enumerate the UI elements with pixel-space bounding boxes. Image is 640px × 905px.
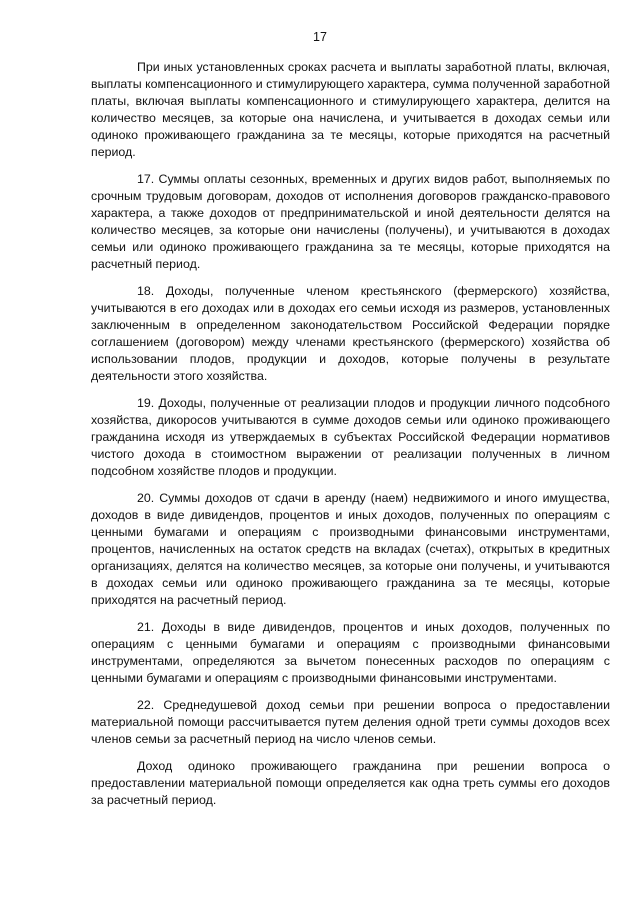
document-body xyxy=(91,59,610,819)
paragraph-18: 18. Доходы, полученные членом крестьянского (фермерского) хозяйства, учитываются в его доходах или в доходах его семьи исходя из размеров, установленных заключенным в определенном законодательством Российской Федерации порядке соглашением (договором) между членами крестьянского (фермерского) хозяйства об использовании плодов, продукции и доходов, которые получены в результате деятельности этого хозяйства. xyxy=(91,284,610,383)
paragraph-17: 17. Суммы оплаты сезонных, временных и других видов работ, выполняемых по срочным трудовым договорам, доходов от исполнения договоров гражданско-правового характера, а также доходов от предпринимательской и иной деятельности делятся на количество месяцев, за которые они начислены (получены), и учитываются в доходах семьи или одиноко проживающего гражданина за те месяцы, которые приходятся на расчетный период. xyxy=(91,172,610,271)
paragraph-21: 21. Доходы в виде дивидендов, процентов и иных доходов, полученных по операциям с ценными бумагами и операциям с производными финансовыми инструментами, определяются за вычетом понесенных расходов по операциям с ценными бумагами и операциям с производными финансовыми инструментами. xyxy=(91,620,610,685)
paragraph-single-citizen-income: Доход одиноко проживающего гражданина при решении вопроса о предоставлении материальной помощи определяется как одна треть суммы его доходов за расчетный период. xyxy=(91,759,610,807)
paragraph-20: 20. Суммы доходов от сдачи в аренду (наем) недвижимого и иного имущества, доходов в виде дивидендов, процентов и иных доходов, полученных по операциям с ценными бумагами и операциям с производными финансовыми инструментами, процентов, начисленных на остаток средств на вкладах (счетах), открытых в кредитных организациях, делятся на количество месяцев, за которые они получены, и учитываются в доходах семьи или одиноко проживающего гражданина за те месяцы, которые приходятся на расчетный период. xyxy=(91,491,610,607)
paragraph-22: 22. Среднедушевой доход семьи при решении вопроса о предоставлении материальной помощи рассчитывается путем деления одной трети суммы доходов всех членов семьи за расчетный период на число членов семьи. xyxy=(91,698,610,746)
paragraph-wage-other-terms: При иных установленных сроках расчета и выплаты заработной платы, включая, выплаты компенсационного и стимулирующего характера, сумма полученной заработной платы, включая выплаты компенсационного и стимулирующего характера, делится на количество месяцев, за которые она начислена, и учитывается в доходах семьи или одиноко проживающего гражданина за те месяцы, которые приходятся на расчетный период. xyxy=(91,60,610,159)
page-number: 17 xyxy=(313,30,327,44)
paragraph-19: 19. Доходы, полученные от реализации плодов и продукции личного подсобного хозяйства, дикоросов учитываются в сумме доходов семьи или одиноко проживающего гражданина исходя из утверждаемых в субъектах Российской Федерации нормативов чистого дохода в стоимостном выражении от реализации полученных в личном подсобном хозяйстве плодов и продукции. xyxy=(91,396,610,478)
